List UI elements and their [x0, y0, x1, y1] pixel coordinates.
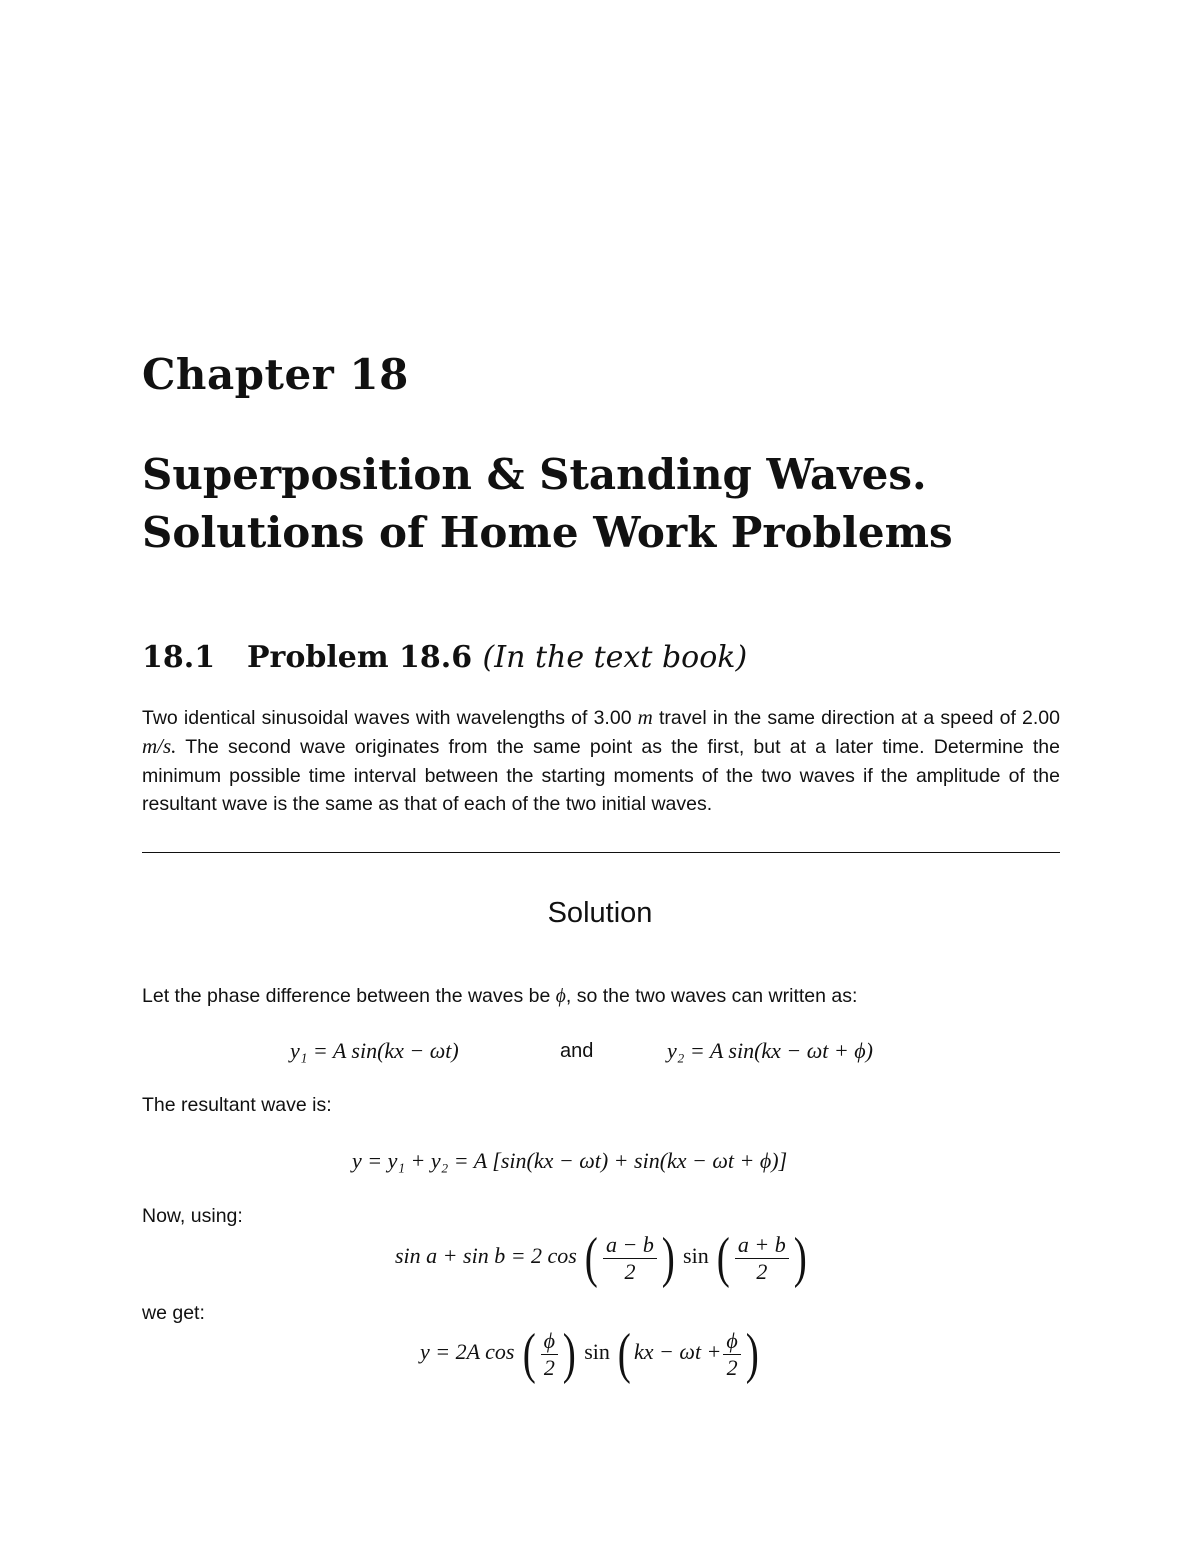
section-number: 18.1 [142, 640, 216, 675]
fraction [541, 1328, 558, 1381]
problem-statement [142, 703, 1060, 818]
equation-standing-result [420, 1322, 761, 1386]
equation-sum-to-product [395, 1226, 809, 1290]
equation-wave-2: y₂ = A sin(kx − ωt + ϕ) [667, 1038, 873, 1063]
paren-open: ( [618, 1323, 632, 1385]
paren-close: ) [793, 1227, 807, 1289]
fraction-numerator: a + b [735, 1232, 789, 1259]
equation-lhs: y = 2A cos [420, 1339, 515, 1365]
sin-function: sin [584, 1339, 610, 1365]
phi-symbol: ϕ [555, 986, 566, 1007]
fraction-denominator: 2 [624, 1258, 636, 1284]
equation-lhs: sin a + sin b = 2 cos [395, 1243, 577, 1269]
paren-open: ( [717, 1227, 731, 1289]
solution-heading: Solution [547, 897, 653, 929]
paren-open: ( [522, 1323, 536, 1385]
problem-text-1: Two identical sinusoidal waves with wavelengths of 3.00 [142, 707, 638, 729]
paren-close: ) [745, 1323, 759, 1385]
fraction [723, 1328, 740, 1381]
fraction [735, 1232, 789, 1285]
paragraph-text: Let the phase difference between the waves be [142, 985, 556, 1007]
fraction-numerator: ϕ [541, 1328, 558, 1355]
paren-open: ( [585, 1227, 599, 1289]
chapter-heading: Chapter 18 [142, 350, 409, 399]
chapter-title-line-1: Superposition & Standing Waves. [142, 450, 927, 499]
paragraph-we-get: we get: [142, 1302, 205, 1324]
problem-text-2: travel in the same direction at a speed of 2.00 [652, 707, 1060, 729]
fraction-denominator: 2 [726, 1354, 738, 1380]
paren-close: ) [562, 1323, 576, 1385]
fraction-numerator: a − b [603, 1232, 657, 1259]
problem-unit-mps: m/s. [142, 734, 177, 759]
paren-close: ) [661, 1227, 675, 1289]
equation-resultant-wave: y = y₁ + y₂ = A [sin(kx − ωt) + sin(kx − ωt + ϕ)] [352, 1148, 788, 1173]
section-title: Problem 18.6 [247, 640, 473, 675]
fraction-denominator: 2 [756, 1258, 768, 1284]
fraction [603, 1232, 657, 1285]
chapter-title-line-2: Solutions of Home Work Problems [142, 508, 953, 557]
section-heading [142, 640, 747, 675]
paragraph-phase-difference [142, 985, 857, 1008]
paragraph-now-using: Now, using: [142, 1205, 243, 1227]
equation-and-label: and [560, 1040, 594, 1062]
fraction-denominator: 2 [543, 1354, 555, 1380]
paragraph-resultant: The resultant wave is: [142, 1094, 332, 1116]
section-note: (In the text book) [482, 640, 748, 675]
equation-inner-argument: kx − ωt + [634, 1339, 722, 1365]
problem-text-3: The second wave originates from the same point as the first, but at a later time. Determine the minimum possible time interval between the starting moments of the two waves if the amplitude of the resultant wave is the same as that of each of the two initial waves. [142, 736, 1060, 815]
fraction-numerator: ϕ [723, 1328, 740, 1355]
horizontal-rule [142, 852, 1060, 853]
equation-wave-1: y₁ = A sin(kx − ωt) [290, 1038, 459, 1063]
paragraph-text: , so the two waves can written as: [565, 985, 858, 1007]
sin-function: sin [683, 1243, 709, 1269]
problem-unit-m: m [637, 705, 653, 729]
